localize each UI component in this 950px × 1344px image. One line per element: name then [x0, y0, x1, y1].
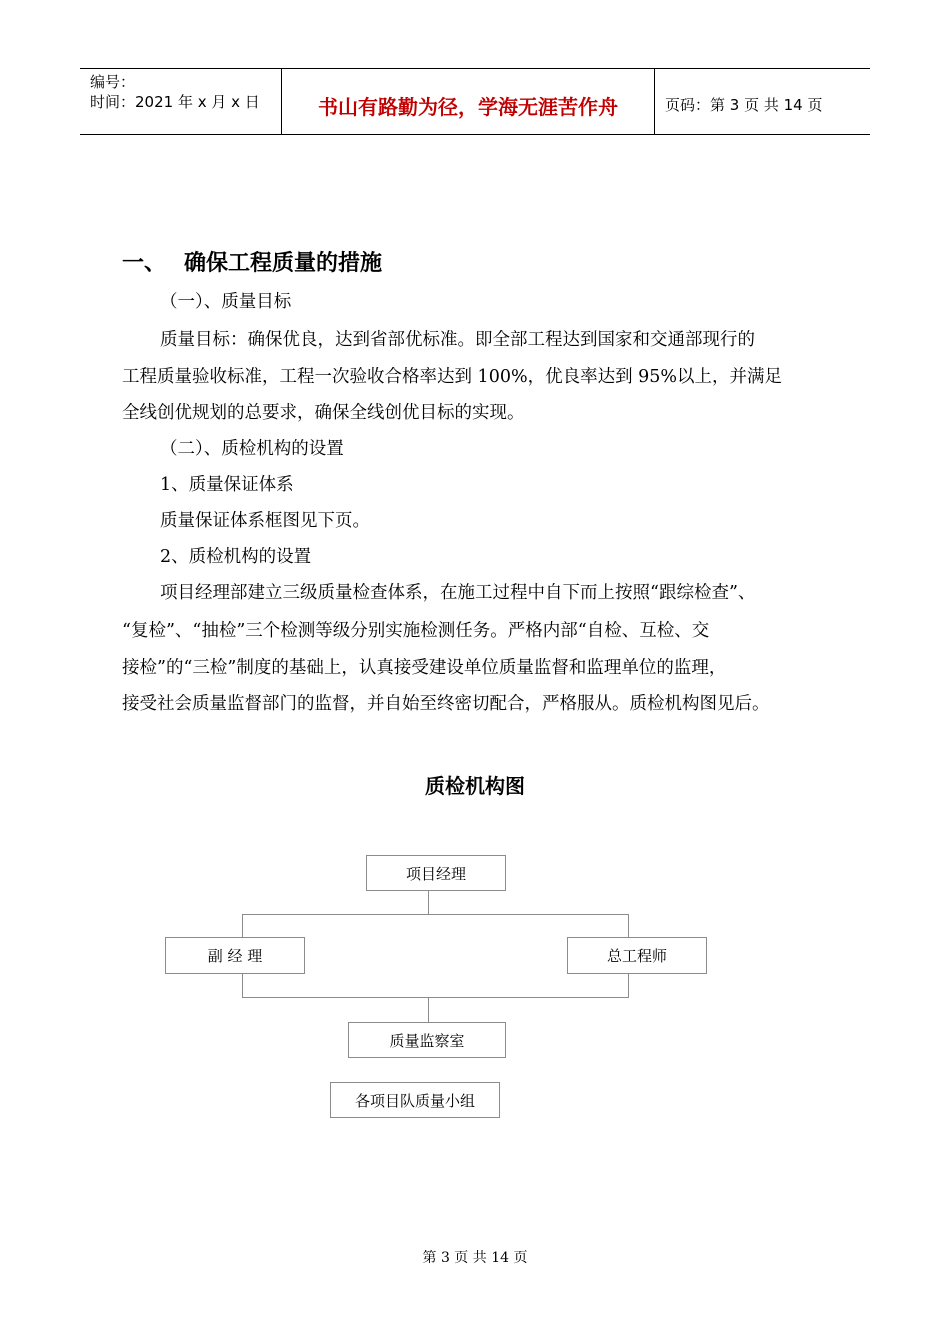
paragraph-line: 质量保证体系框图见下页。: [160, 511, 370, 531]
header-motto: 书山有路勤为径，学海无涯苦作舟: [318, 95, 618, 119]
org-node-chief-engineer: 总工程师: [567, 937, 707, 974]
org-node-quality-office: 质量监察室: [348, 1022, 506, 1058]
connector-line: [428, 891, 429, 914]
paragraph-line: 接受社会质量监督部门的监督，并自始至终密切配合，严格服从。质检机构图见后。: [122, 694, 770, 714]
item-quality-system: 1、质量保证体系: [160, 475, 294, 495]
subheading-quality-goal: （一）、质量目标: [160, 292, 292, 312]
org-node-team-quality-groups: 各项目队质量小组: [330, 1082, 500, 1118]
paragraph-line: 项目经理部建立三级质量检查体系，在施工过程中自下而上按照“跟综检查”、: [160, 583, 756, 603]
section-title: 确保工程质量的措施: [184, 251, 383, 276]
header-page-cell: [655, 69, 870, 135]
item-inspection-setup: 2、质检机构的设置: [160, 547, 312, 567]
connector-line: [242, 997, 629, 998]
connector-line: [628, 914, 629, 937]
org-node-project-manager: 项目经理: [366, 855, 506, 891]
connector-line: [428, 997, 429, 1022]
org-node-deputy-manager: 副 经 理: [165, 937, 305, 974]
paragraph-line: 工程质量验收标准，工程一次验收合格率达到 100%，优良率达到 95%以上，并满足: [122, 367, 783, 387]
section-heading: [122, 246, 382, 277]
document-number-label: 编号：: [90, 73, 136, 91]
subheading-inspection-setup: （二）、质检机构的设置: [160, 439, 344, 459]
paragraph-line: 接检”的“三检”制度的基础上，认真接受建设单位质量监督和监理单位的监理，: [122, 658, 727, 678]
header-meta-cell: [80, 69, 281, 135]
connector-line: [242, 914, 629, 915]
header-motto-cell: [281, 69, 655, 135]
section-number: 一、: [122, 251, 167, 276]
paragraph-line: 质量目标：确保优良，达到省部优标准。即全部工程达到国家和交通部现行的: [160, 330, 755, 350]
diagram-title: 质检机构图: [425, 774, 525, 798]
connector-line: [242, 974, 243, 998]
header-page-info: 页码：第 3 页 共 14 页: [665, 96, 823, 114]
paragraph-line: “复检”、“抽检”三个检测等级分别实施检测任务。严格内部“自检、互检、交: [122, 621, 710, 641]
connector-line: [242, 914, 243, 937]
connector-line: [628, 974, 629, 998]
document-header: [80, 68, 870, 135]
page-footer: 第 3 页 共 14 页: [422, 1250, 528, 1266]
paragraph-line: 全线创优规划的总要求，确保全线创优目标的实现。: [122, 403, 525, 423]
document-time-label: 时间：2021 年 x 月 x 日: [90, 93, 260, 111]
